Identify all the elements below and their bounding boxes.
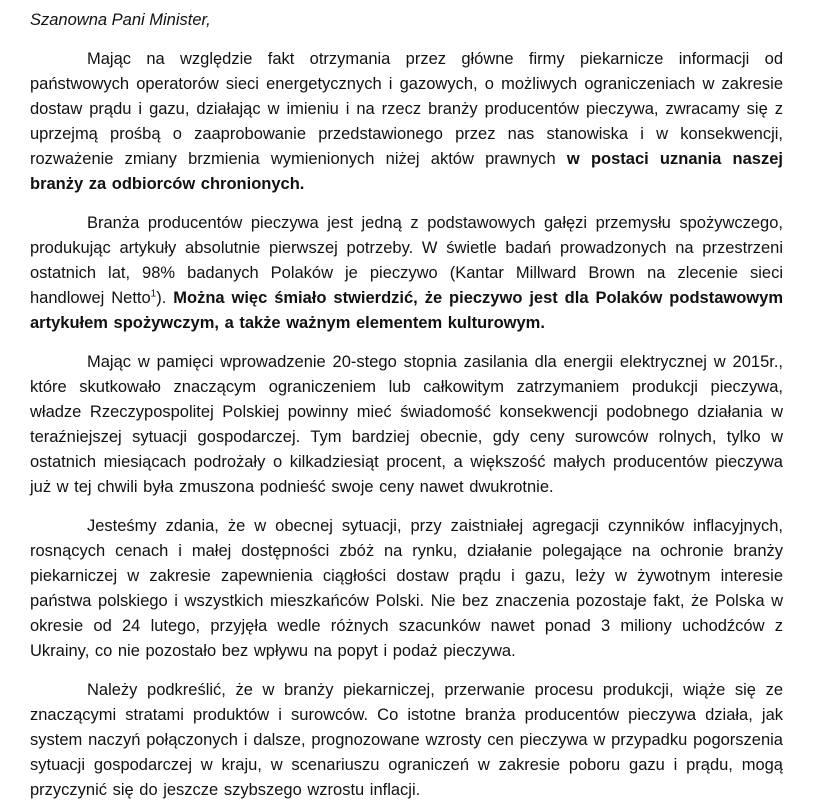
paragraph — [30, 678, 783, 803]
paragraph — [30, 47, 783, 197]
paragraph — [30, 350, 783, 500]
text-segment: Jesteśmy zdania, że w obecnej sytuacji, przy zaistniałej agregacji czynników inflacyjnych, rosnących cenach i małej dostępności zbóż na rynku, działanie polegające na ochronie branży piekarniczej w zakresie zapewnienia ciągłości dostaw prądu i gazu, leży w żywotnym interesie państwa polskiego i wszystkich mieszkańców Polski. Nie bez znaczenia pozostaje fakt, że Polska w okresie od 24 lutego, przyjęła wedle różnych szacunków nawet ponad 3 miliony uchodźców z Ukrainy, co nie pozostało bez wpływu na popyt i podaż pieczywa. — [30, 517, 783, 660]
text-segment: Mając w pamięci wprowadzenie 20-stego stopnia zasilania dla energii elektrycznej w 2015r., które skutkowało znaczącym ograniczeniem lub całkowitym zatrzymaniem produkcji pieczywa, władze Rzeczypospolitej Polskiej powinny mieć świadomość konsekwencji podobnego działania w teraźniejszej sytuacji gospodarczej. Tym bardziej obecnie, gdy ceny surowców rolnych, tylko w ostatnich miesiącach podrożały o kilkadziesiąt procent, a większość małych producentów pieczywa już w tej chwili była zmuszona podnieść swoje ceny nawet dwukrotnie. — [30, 353, 783, 496]
text-segment: Należy podkreślić, że w branży piekarniczej, przerwanie procesu produkcji, wiąże się ze znaczącymi stratami produktów i surowców. Co istotne branża producentów pieczywa działa, jak system naczyń połączonych i dalsze, prognozowane wzrosty cen pieczywa w przypadku pogorszenia sytuacji gospodarczej w kraju, w scenariuszu ograniczeń w zakresie poboru gazu i prądu, mogą przyczynić się do jeszcze szybszego wzrostu inflacji. — [30, 681, 783, 799]
paragraph — [30, 514, 783, 664]
letter-body — [30, 47, 783, 803]
text-segment: Mając na względzie fakt otrzymania przez główne firmy piekarnicze informacji od państwowych operatorów sieci energetycznych i gazowych, o możliwych ograniczeniach w zakresie dostaw prądu i gazu, działając w imieniu i na rzecz branży producentów pieczywa, zwracamy się z uprzejmą prośbą o zaaprobowanie przedstawionego przez nas stanowiska i w konsekwencji, rozważenie zmiany brzmienia wymienionych niżej aktów prawnych — [30, 50, 783, 168]
text-segment: ). — [156, 289, 174, 307]
letter-greeting: Szanowna Pani Minister, — [30, 11, 211, 29]
bold-text-segment: w postaci uznania naszej branży za odbiorców chronionych. — [30, 150, 783, 193]
footnote-marker: 1 — [150, 288, 157, 300]
text-segment: Branża producentów pieczywa jest jedną z podstawowych gałęzi przemysłu spożywczego, produkując artykuły absolutnie pierwszej potrzeby. W świetle badań prowadzonych na przestrzeni ostatnich lat, 98% badanych Polaków je pieczywo (Kantar Millward Brown na zlecenie sieci handlowej Netto — [30, 214, 783, 307]
bold-text-segment: Można więc śmiało stwierdzić, że pieczywo jest dla Polaków podstawowym artykułem spożywczym, a także ważnym elementem kulturowym. — [30, 289, 783, 332]
paragraph — [30, 211, 783, 336]
